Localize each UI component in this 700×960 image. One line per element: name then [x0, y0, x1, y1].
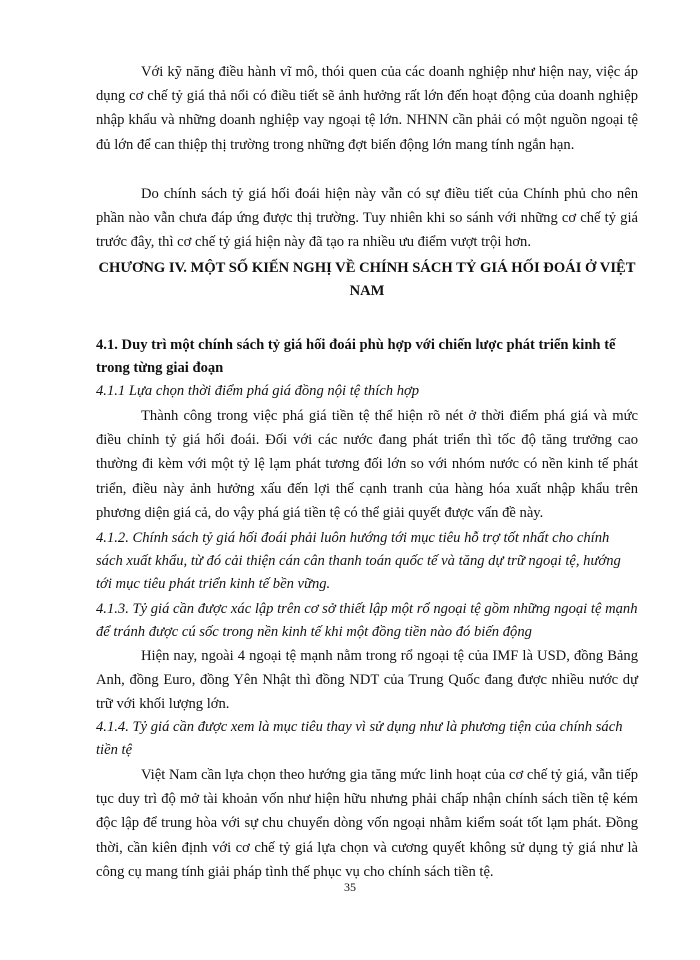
- page-number: 35: [344, 880, 356, 894]
- paragraph-1: Với kỹ năng điều hành vĩ mô, thói quen của các doanh nghiệp như hiện nay, việc áp dụng cơ chế tỷ giá thả nổi có điều tiết sẽ ảnh hưởng rất lớn đến hoạt động của doanh nghiệp nhập khẩu và những doanh nghiệp vay ngoại tệ lớn. NHNN cần phải có một nguồn ngoại tệ đủ lớn để can thiệp thị trường trong những đợt biến động lớn mang tính ngắn hạn.: [96, 64, 638, 153]
- subsection-heading-4-1-1: 4.1.1 Lựa chọn thời điểm phá giá đồng nội tệ thích hợp: [96, 383, 420, 399]
- paragraph-2: Do chính sách tỷ giá hối đoái hiện này vẫn có sự điều tiết của Chính phủ cho nên phần nào vẫn chưa đáp ứng được thị trường. Tuy nhiên khi so sánh với những cơ chế tỷ giá trước đây, thì cơ chế tỷ giá hiện này đã tạo ra nhiều ưu điểm vượt trội hơn.: [96, 186, 638, 251]
- paragraph-3: Thành công trong việc phá giá tiền tệ thể hiện rõ nét ở thời điểm phá giá và mức điều chỉnh tỷ giá hối đoái. Đối với các nước đang phát triển thì tốc độ tăng trưởng cao thường đi kèm với một tỷ lệ lạm phát tương đối lớn so với nhóm nước có nền kinh tế phát triển, điều này ảnh hưởng xấu đến lợi thế cạnh tranh của hàng hóa xuất nhập khẩu trên phương diện giá cả, do vậy phá giá tiền tệ có thể giải quyết được vấn đề này.: [96, 408, 638, 521]
- section-heading-4-1: 4.1. Duy trì một chính sách tỷ giá hối đoái phù hợp với chiến lược phát triển kinh tế trong từng giai đoạn: [96, 337, 616, 376]
- paragraph-4: Hiện nay, ngoài 4 ngoại tệ mạnh nằm trong rổ ngoại tệ của IMF là USD, đồng Bảng Anh, đồng Euro, đồng Yên Nhật thì đồng NDT của Trung Quốc đang được nhiều nước dự trữ với khối lượng lớn.: [96, 648, 638, 713]
- subsection-heading-4-1-4: 4.1.4. Tỷ giá cần được xem là mục tiêu thay vì sử dụng như là phương tiện của chính sách tiền tệ: [96, 719, 623, 758]
- subsection-heading-4-1-3: 4.1.3. Tỷ giá cần được xác lập trên cơ sở thiết lập một rổ ngoại tệ gồm những ngoại tệ mạnh để tránh được cú sốc trong nền kinh tế khi một đồng tiền nào đó biến động: [96, 601, 638, 640]
- subsection-heading-4-1-2: 4.1.2. Chính sách tỷ giá hối đoái phải luôn hướng tới mục tiêu hỗ trợ tốt nhất cho chính sách xuất khẩu, từ đó cải thiện cán cân thanh toán quốc tế và tăng dự trữ ngoại tệ, hướng tới mục tiêu phát triển kinh tế bền vững.: [96, 530, 621, 592]
- chapter-heading: CHƯƠNG IV. MỘT SỐ KIẾN NGHỊ VỀ CHÍNH SÁCH TỶ GIÁ HỐI ĐOÁI Ở VIỆT NAM: [98, 260, 636, 299]
- paragraph-5: Việt Nam cần lựa chọn theo hướng gia tăng mức linh hoạt của cơ chế tỷ giá, vẫn tiếp tục duy trì độ mở tài khoản vốn như hiện hữu nhưng phải chấp nhận chính sách tiền tệ kém độc lập để trung hòa với sự chu chuyển dòng vốn ngoại nhằm kiểm soát tốt lạm phát. Đồng thời, cần kiên định với cơ chế tỷ giá lựa chọn và cương quyết không sử dụng tỷ giá như là công cụ mang tính giải pháp tình thế phục vụ cho chính sách tiền tệ.: [96, 767, 638, 880]
